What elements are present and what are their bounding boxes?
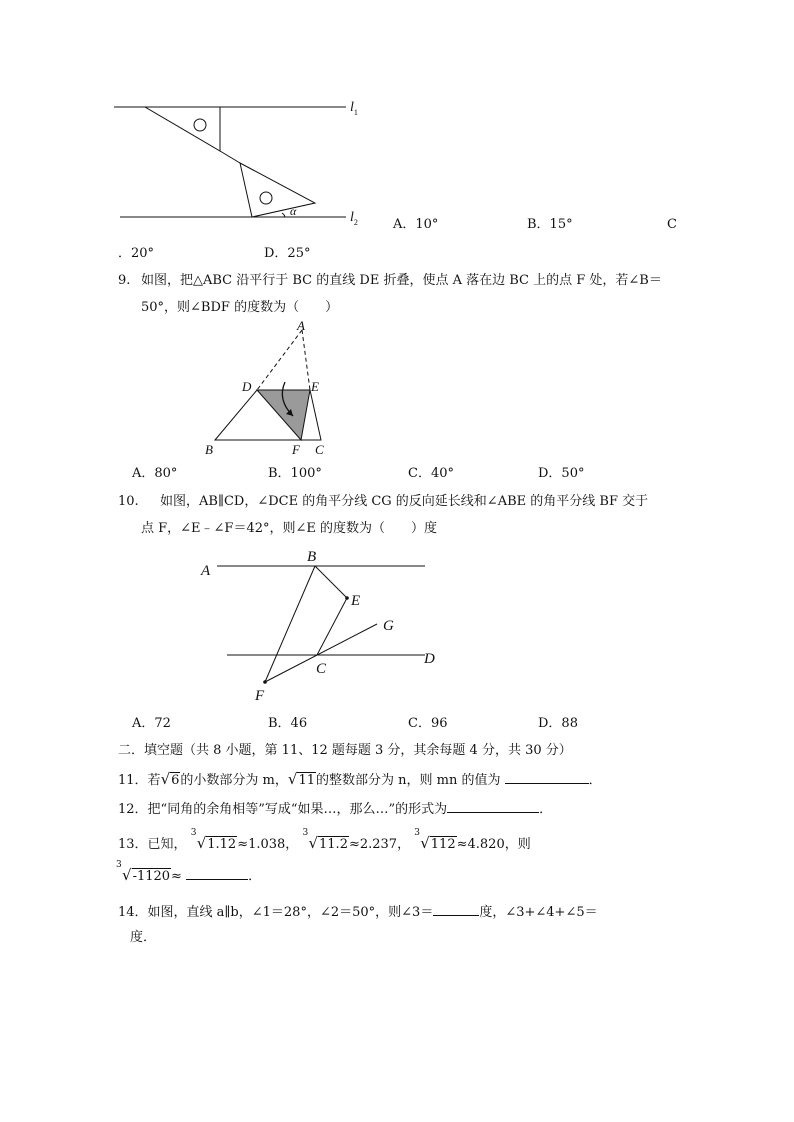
q11-row: 11．若√6的小数部分为 m，√11的整数部分为 n，则 mn 的值为 ． [118, 770, 602, 788]
q11-text-2: 的小数部分为 m， [180, 773, 288, 788]
set-square-lower [240, 163, 315, 217]
q14-text-1: 14．如图，直线 a∥b，∠1＝28°，∠2＝50°，则∠3＝ [118, 905, 434, 920]
q9-option-a: A．80° [132, 466, 178, 481]
label-l2: $l_2$ [350, 210, 358, 227]
cbrt-neg-1120: 3 √-1120 [116, 860, 171, 884]
q14-text-2: 度，∠3+∠4+∠5＝ [479, 905, 598, 920]
q9-option-b: B．100° [268, 466, 322, 481]
q10-option-b: B．46 [268, 716, 308, 731]
q8-option-a: A．10° [393, 217, 439, 232]
q10-label-f: F [255, 688, 265, 704]
q10-segment-be [315, 566, 347, 598]
q9-text-line1: 如图，把△ABC 沿平行于 BC 的直线 DE 折叠，使点 A 落在边 BC 上的点 F 处，若∠B＝ [141, 273, 662, 288]
q10-label-b: B [307, 549, 317, 565]
q8-option-d: D．25° [264, 246, 311, 261]
q10-option-a: A．72 [132, 716, 171, 731]
transversal-segment [220, 151, 240, 163]
q10-label-d: D [424, 651, 435, 667]
q10-figure [195, 545, 455, 710]
q13-row1 [118, 828, 531, 853]
q13-value-3: ≈4.820，则 [456, 837, 531, 852]
q10-label-a: A [201, 563, 211, 579]
q13-value-2: ≈2.237， [348, 837, 411, 852]
q8-option-c-value: ．20° [118, 246, 155, 261]
q10-label-c: C [316, 661, 327, 677]
q9-dash-ad [257, 330, 302, 390]
q9-option-d: D．50° [538, 466, 585, 481]
q9-label-b: B [205, 442, 213, 457]
q9-label-d: D [242, 379, 252, 394]
q8-option-c: C [667, 217, 677, 232]
q10-option-c: C．96 [408, 716, 448, 731]
q10-point-f [263, 680, 267, 684]
q14-answer-blank-1[interactable] [433, 903, 479, 916]
q10-label-g: G [383, 618, 394, 634]
q11-text-1: 若 [147, 773, 161, 788]
set-square-hole-upper [194, 119, 206, 131]
q10-label-e: E [351, 593, 361, 609]
q9-dash-ae [302, 330, 310, 390]
section-title: 二．填空题（共 8 小题，第 11、12 题每题 3 分，其余每题 4 分，共 30 分） [118, 743, 572, 758]
q12-answer-blank[interactable] [447, 800, 539, 813]
q8-option-b: B．15° [527, 217, 573, 232]
angle-alpha-arc [282, 213, 285, 217]
q11-text-3: 的整数部分为 n，则 mn 的值为 [315, 773, 501, 788]
q13-value-4: ≈ [171, 869, 182, 884]
q13-row2: 3 √-1120≈ ． [116, 860, 262, 884]
q12-text: 12．把“同角的余角相等”写成“如果…，那么…”的形式为 [118, 802, 448, 817]
sqrt-6: √6 [160, 770, 180, 788]
set-square-hole-lower [260, 192, 272, 204]
cbrt-11-2: 3 √11.2 [302, 828, 348, 852]
q9-label-c: C [315, 442, 324, 457]
sqrt-11: √11 [287, 770, 315, 788]
cbrt-1-12: 3 √1.12 [190, 828, 237, 852]
q8-figure [110, 95, 380, 235]
q14-row1 [118, 903, 598, 921]
cbrt-112: 3 √112 [414, 828, 456, 852]
q10-number: 10. [118, 494, 139, 509]
q12-row: 12．把“同角的余角相等”写成“如果…，那么…”的形式为 ． [118, 802, 553, 817]
q10-segment-bf [265, 566, 315, 682]
q10-option-d: D．88 [538, 716, 578, 731]
q9-label-f: F [292, 442, 300, 457]
label-alpha: α [290, 204, 297, 218]
q9-label-e: E [311, 379, 319, 394]
q13-value-1: ≈1.038， [237, 837, 299, 852]
set-square-upper [145, 107, 220, 151]
q10-point-e [345, 596, 349, 600]
q9-number: 9. [118, 273, 131, 288]
q9-label-a: A [297, 318, 305, 333]
q10-segment-ec [317, 598, 347, 655]
q9-option-c: C．40° [408, 466, 454, 481]
q11-answer-blank[interactable] [505, 771, 589, 784]
q10-text-line2: 点 F，∠E﹣∠F＝42°，则∠E 的度数为（ ）度 [141, 521, 438, 536]
q11-number: 11． [118, 773, 148, 788]
label-l1: $l_1$ [350, 100, 358, 117]
q14-text-line2: 度． [130, 930, 157, 945]
q10-text-line1: 如图，AB∥CD，∠DCE 的角平分线 CG 的反向延长线和∠ABE 的角平分线 BF 交于 [160, 494, 649, 509]
q9-text-line2: 50°，则∠BDF 的度数为（ ） [141, 300, 339, 315]
q13-prefix: 13．已知， [118, 837, 187, 852]
q13-answer-blank[interactable] [186, 867, 248, 880]
q9-folded-triangle [257, 390, 310, 440]
q9-figure [195, 320, 345, 460]
